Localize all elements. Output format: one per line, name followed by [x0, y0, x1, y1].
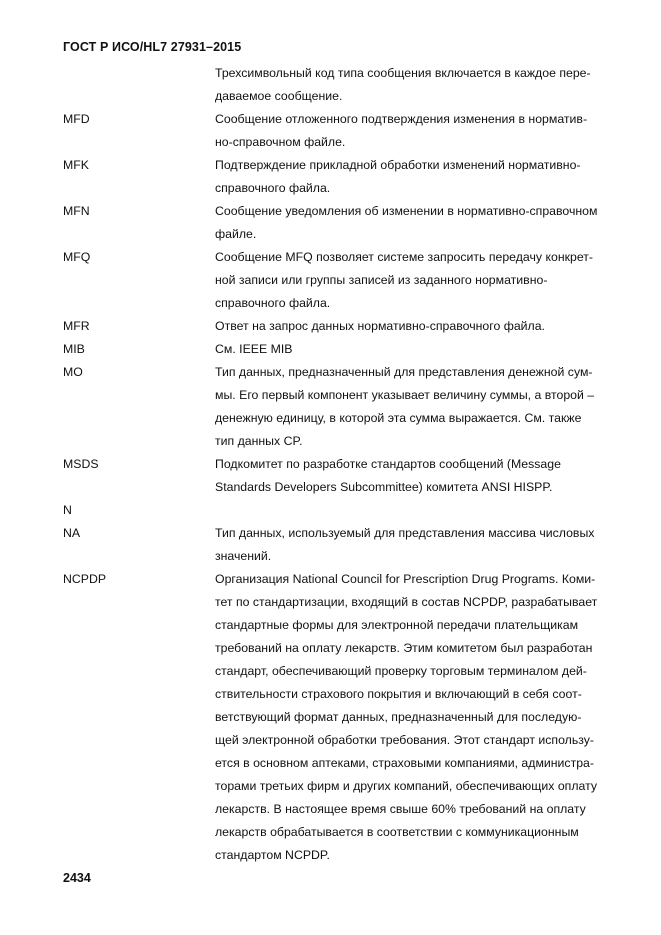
definition-line: ветствующий формат данных, предназначенный для последую- [215, 710, 582, 724]
glossary-definition [215, 246, 638, 315]
definition-line: Трехсимвольный код типа сообщения включается в каждое пере- [215, 66, 591, 80]
glossary-entry [63, 453, 638, 499]
definition-line [215, 499, 638, 522]
glossary-entry [63, 200, 638, 246]
definition-line: тип данных CP. [215, 434, 303, 448]
definition-line: Тип данных, используемый для представления массива числовых [215, 526, 595, 540]
definition-line: справочного файла. [215, 296, 331, 310]
glossary-term: MSDS [63, 457, 99, 471]
definition-line: торами третьих фирм и других компаний, обеспечивающих оплату [215, 779, 597, 793]
definition-line: справочного файла. [215, 181, 331, 195]
definition-line: лекарств. В настоящее время свыше 60% требований на оплату [215, 802, 586, 816]
definition-line: Standards Developers Subcommittee) комитета ANSI HISPP. [215, 480, 553, 494]
definition-line: стандартные формы для электронной передачи плательщикам [215, 618, 579, 632]
glossary-entry [63, 499, 638, 522]
glossary-definition [215, 338, 638, 361]
glossary-entry [63, 246, 638, 315]
glossary-definition [215, 154, 638, 200]
definition-line: лекарств обрабатывается в соответствии с коммуникационным [215, 825, 579, 839]
definition-line: Сообщение отложенного подтверждения изменения в норматив- [215, 112, 588, 126]
glossary-definition [215, 315, 638, 338]
glossary-entry [63, 522, 638, 568]
glossary-entry [63, 568, 638, 867]
glossary-definition [215, 522, 638, 568]
glossary-term: NCPDP [63, 572, 107, 586]
glossary-entry [63, 154, 638, 200]
definition-line: но-справочном файле. [215, 135, 346, 149]
definition-line: Ответ на запрос данных нормативно-справочного файла. [215, 319, 545, 333]
glossary-entry [63, 108, 638, 154]
definition-line: См. IEEE MIB [215, 342, 293, 356]
glossary-entry [63, 315, 638, 338]
glossary-term: MO [63, 365, 83, 379]
glossary-term [63, 62, 215, 108]
glossary-term: MFD [63, 112, 90, 126]
glossary-definition [215, 62, 638, 108]
definition-line: значений. [215, 549, 272, 563]
page-number: 2434 [63, 871, 91, 885]
definition-line: ствительности страхового покрытия и включающий в себя соот- [215, 687, 582, 701]
definition-line: файле. [215, 227, 257, 241]
glossary-entries [63, 62, 638, 867]
glossary-definition [215, 499, 638, 522]
definition-line: стандартом NCPDP. [215, 848, 330, 862]
definition-line: денежную единицу, в которой эта сумма выражается. См. также [215, 411, 582, 425]
glossary-term: MIB [63, 342, 85, 356]
definition-line: Подтверждение прикладной обработки изменений нормативно- [215, 158, 581, 172]
glossary-entry [63, 338, 638, 361]
glossary-definition [215, 200, 638, 246]
glossary-definition [215, 108, 638, 154]
glossary-entry [63, 62, 638, 108]
definition-line: даваемое сообщение. [215, 89, 343, 103]
definition-line: Подкомитет по разработке стандартов сообщений (Message [215, 457, 561, 471]
glossary-term: MFR [63, 319, 90, 333]
definition-line: Тип данных, предназначенный для представления денежной сум- [215, 365, 593, 379]
glossary-term: NA [63, 526, 81, 540]
definition-line: требований на оплату лекарств. Этим комитетом был разработан [215, 641, 593, 655]
definition-line: мы. Его первый компонент указывает величину суммы, а второй – [215, 388, 595, 402]
definition-line: Организация National Council for Prescription Drug Programs. Коми- [215, 572, 596, 586]
definition-line: ется в основном аптеками, страховыми компаниями, администра- [215, 756, 594, 770]
definition-line: ной записи или группы записей из заданного нормативно- [215, 273, 548, 287]
glossary-definition [215, 453, 638, 499]
glossary-entry [63, 361, 638, 453]
definition-line: стандарт, обеспечивающий проверку торговым терминалом дей- [215, 664, 587, 678]
glossary-term: MFN [63, 204, 90, 218]
glossary-definition [215, 361, 638, 453]
definition-line: Сообщение уведомления об изменении в нормативно-справочном [215, 204, 598, 218]
definition-line: Сообщение MFQ позволяет системе запросить передачу конкрет- [215, 250, 593, 264]
glossary-term: MFK [63, 158, 89, 172]
glossary-term: MFQ [63, 250, 91, 264]
document-header: ГОСТ Р ИСО/HL7 27931–2015 [63, 40, 242, 54]
definition-line: щей электронной обработки требования. Этот стандарт использу- [215, 733, 594, 747]
definition-line: тет по стандартизации, входящий в состав NCPDP, разрабатывает [215, 595, 598, 609]
glossary-definition [215, 568, 638, 867]
glossary-term: N [63, 503, 72, 517]
